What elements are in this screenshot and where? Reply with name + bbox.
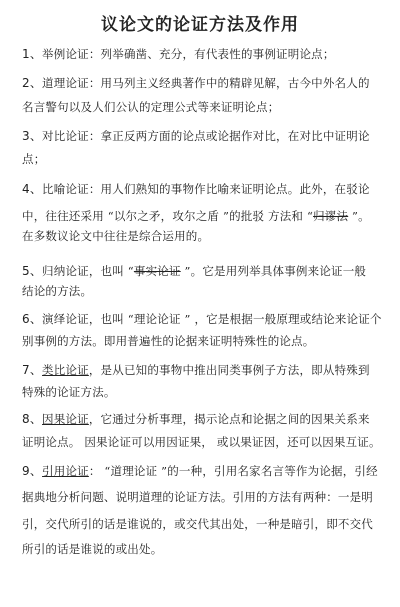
method-4-continuation (22, 208, 370, 224)
method-4-continuation-2 (22, 228, 209, 244)
method-9-text: ： “道理论证 ”的一种，引用名家名言等作为论据，引经 (88, 464, 378, 478)
method-9-line (22, 462, 378, 479)
method-5-text-rest: ”。它是用列举具体事例来论证一般 (180, 264, 367, 278)
item-number: 4、 (22, 182, 43, 196)
continuation-text: 中，往往还采用 “以尔之矛，攻尔之盾 ”的批驳 方法和 “ (22, 209, 314, 223)
item-number: 9、 (22, 464, 43, 478)
method-5-text: 归纳论证，也叫 “ (42, 264, 134, 278)
method-7-line (22, 361, 370, 378)
method-9-continuation (22, 489, 373, 505)
method-1-line (22, 45, 335, 62)
item-number: 6、 (22, 312, 43, 326)
underlined-term: 因果论证 (42, 412, 89, 426)
underlined-term: 类比论证 (42, 363, 89, 377)
item-number: 8、 (22, 412, 43, 426)
method-9-continuation-3 (22, 541, 162, 557)
continuation-text: 别事例的方法。即用普遍性的论据来证明特殊性的论点。 (22, 334, 315, 348)
struck-text: 归谬法 (313, 209, 349, 223)
method-4-line (22, 180, 370, 197)
method-7-continuation (22, 384, 116, 400)
method-6-continuation (22, 333, 315, 349)
item-number: 2、 (22, 76, 43, 90)
continuation-text: 在多数议论文中往往是综合运用的。 (22, 229, 210, 243)
method-6-text: 演绎论证，也叫 “理论论证 ” ，它是根据一般原理或结论来论证个 (42, 312, 382, 326)
continuation-text: 引，交代所引的话是谁说的，或交代其出处，一种是暗引，即不交代 (22, 517, 373, 531)
method-3-continuation (22, 151, 45, 167)
method-6-line (22, 310, 382, 327)
continuation-text: 所引的话是谁说的或出处。 (22, 542, 163, 556)
continuation-text: ”。 (348, 209, 370, 223)
method-8-text: ，它通过分析事理，揭示论点和论据之间的因果关系来 (88, 412, 370, 426)
method-2-line (22, 74, 370, 91)
method-4-text: 比喻论证：用人们熟知的事物作比喻来证明论点。此外，在驳论 (42, 182, 370, 196)
continuation-text: 特殊的论证方法。 (22, 385, 116, 399)
method-2-continuation (22, 99, 279, 115)
continuation-text: 名言警句以及人们公认的定理公式等来证明论点； (22, 100, 280, 114)
item-number: 5、 (22, 264, 43, 278)
struck-text: 事实论证 (133, 264, 181, 278)
method-1-text: 举例论证：列举确凿、充分，有代表性的事例证明论点； (42, 47, 335, 61)
underlined-term: 引用论证 (42, 464, 89, 478)
page-title: 议论文的论证方法及作用 (101, 15, 299, 35)
continuation-text: 结论的方法。 (22, 284, 93, 298)
method-8-line (22, 410, 370, 427)
method-8-continuation (22, 434, 381, 450)
method-3-text: 对比论证：拿正反两方面的论点或论据作对比，在对比中证明论 (42, 129, 370, 143)
item-number: 1、 (22, 47, 43, 61)
continuation-text: 点； (22, 152, 46, 166)
continuation-text: 据典地分析问题、说明道理的论证方法。引用的方法有两种：一是明 (22, 490, 373, 504)
method-9-continuation-2 (22, 516, 373, 532)
method-7-text: ，是从已知的事物中推出同类事例子方法，即从特殊到 (88, 363, 370, 377)
continuation-text: 证明论点。 因果论证可以用因证果， 或以果证因，还可以因果互证。 (22, 435, 381, 449)
method-2-text: 道理论证：用马列主义经典著作中的精辟见解，古今中外名人的 (42, 76, 370, 90)
item-number: 7、 (22, 363, 43, 377)
method-5-line (22, 262, 366, 279)
method-3-line (22, 127, 370, 144)
method-5-continuation (22, 283, 92, 299)
item-number: 3、 (22, 129, 43, 143)
